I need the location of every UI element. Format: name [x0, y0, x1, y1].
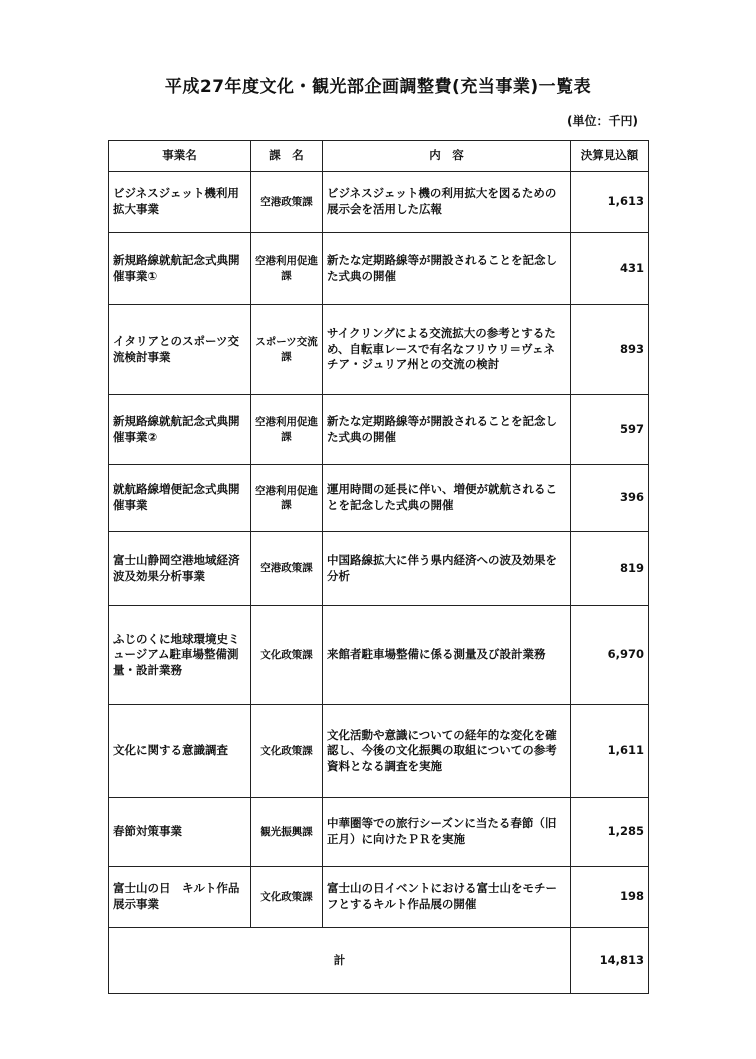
amount: 1,285: [571, 798, 649, 867]
amount: 597: [571, 395, 649, 465]
budget-table: [108, 140, 649, 994]
table-row: [109, 532, 649, 606]
department: スポーツ交流課: [251, 305, 323, 395]
content: 新たな定期路線等が開設されることを記念した式典の開催: [323, 233, 571, 305]
content: 富士山の日イベントにおける富士山をモチーフとするキルト作品展の開催: [323, 867, 571, 928]
content: 中華圏等での旅行シーズンに当たる春節（旧正月）に向けたＰＲを実施: [323, 798, 571, 867]
table-row: [109, 705, 649, 798]
amount: 1,611: [571, 705, 649, 798]
project-name: ビジネスジェット機利用拡大事業: [109, 172, 251, 233]
amount: 819: [571, 532, 649, 606]
department: 文化政策課: [251, 867, 323, 928]
project-name: 新規路線就航記念式典開催事業②: [109, 395, 251, 465]
department: 空港政策課: [251, 172, 323, 233]
project-name: 富士山静岡空港地域経済波及効果分析事業: [109, 532, 251, 606]
header-project-name: 事業名: [109, 141, 251, 172]
total-row: [109, 928, 649, 994]
table-row: [109, 172, 649, 233]
page-title: 平成27年度文化・観光部企画調整費(充当事業)一覧表: [164, 77, 592, 97]
project-name: 新規路線就航記念式典開催事業①: [109, 233, 251, 305]
table-row: [109, 465, 649, 532]
department: 観光振興課: [251, 798, 323, 867]
amount: 1,613: [571, 172, 649, 233]
table-row: [109, 305, 649, 395]
amount: 431: [571, 233, 649, 305]
amount: 396: [571, 465, 649, 532]
project-name: イタリアとのスポーツ交流検討事業: [109, 305, 251, 395]
project-name: 文化に関する意識調査: [109, 705, 251, 798]
project-name: 春節対策事業: [109, 798, 251, 867]
amount: 893: [571, 305, 649, 395]
content: 新たな定期路線等が開設されることを記念した式典の開催: [323, 395, 571, 465]
unit-label: (単位：千円): [567, 114, 638, 128]
table-row: [109, 798, 649, 867]
total-label: 計: [109, 928, 571, 994]
table-row: [109, 867, 649, 928]
department: 空港利用促進課: [251, 233, 323, 305]
content: 文化活動や意識についての経年的な変化を確認し、今後の文化振興の取組についての参考資料となる調査を実施: [323, 705, 571, 798]
content: 中国路線拡大に伴う県内経済への波及効果を分析: [323, 532, 571, 606]
department: 空港利用促進課: [251, 465, 323, 532]
content: サイクリングによる交流拡大の参考とするため、自転車レースで有名なフリウリ＝ヴェネチア・ジュリア州との交流の検討: [323, 305, 571, 395]
table-row: [109, 395, 649, 465]
amount: 6,970: [571, 606, 649, 705]
content: ビジネスジェット機の利用拡大を図るための展示会を活用した広報: [323, 172, 571, 233]
content: 来館者駐車場整備に係る測量及び設計業務: [323, 606, 571, 705]
table-row: [109, 606, 649, 705]
content: 運用時間の延長に伴い、増便が就航されることを記念した式典の開催: [323, 465, 571, 532]
project-name: 就航路線増便記念式典開催事業: [109, 465, 251, 532]
project-name: ふじのくに地球環境史ミュージアム駐車場整備測量・設計業務: [109, 606, 251, 705]
department: 文化政策課: [251, 606, 323, 705]
header-row: [109, 141, 649, 172]
department: 文化政策課: [251, 705, 323, 798]
header-amount: 決算見込額: [571, 141, 649, 172]
table-row: [109, 233, 649, 305]
department: 空港利用促進課: [251, 395, 323, 465]
department: 空港政策課: [251, 532, 323, 606]
project-name: 富士山の日 キルト作品展示事業: [109, 867, 251, 928]
header-content: 内 容: [323, 141, 571, 172]
header-department: 課 名: [251, 141, 323, 172]
total-amount: 14,813: [571, 928, 649, 994]
amount: 198: [571, 867, 649, 928]
